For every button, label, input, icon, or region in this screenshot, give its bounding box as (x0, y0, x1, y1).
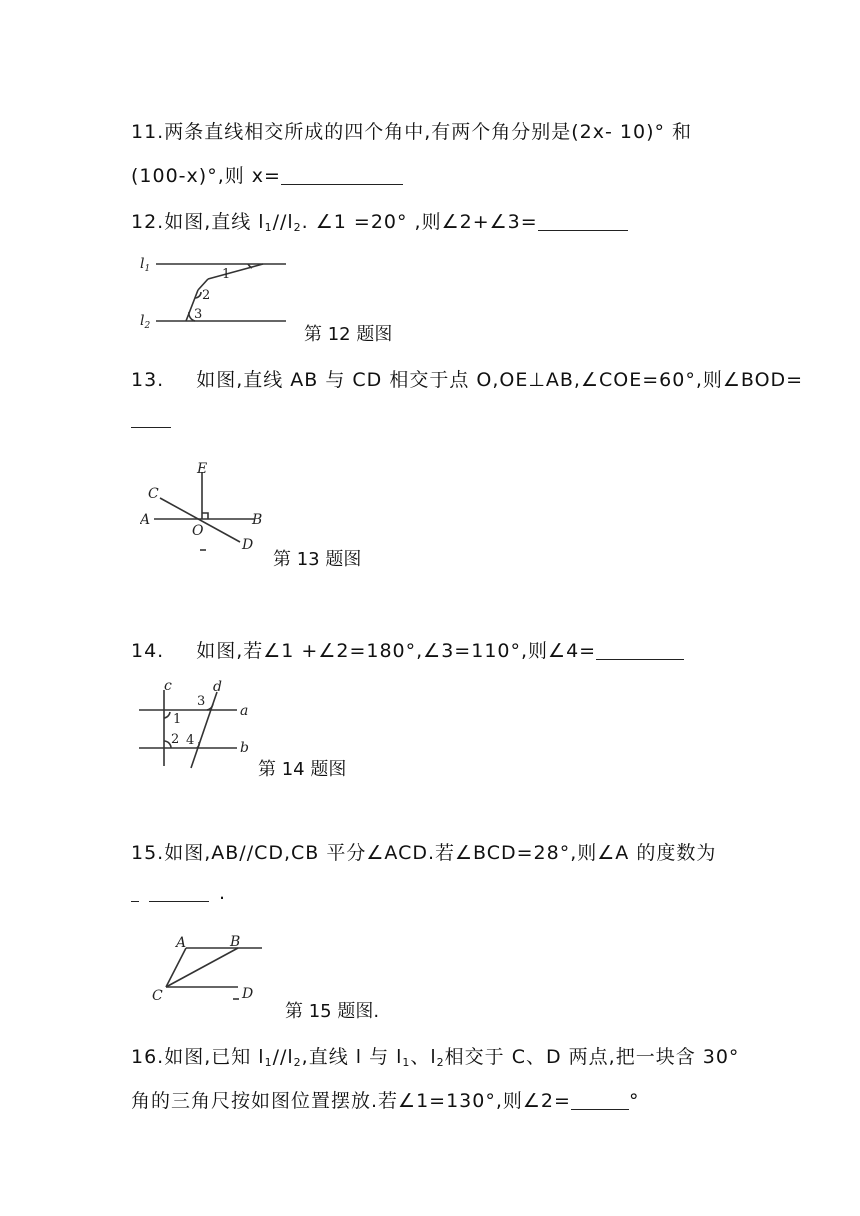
q14-label-c: c (164, 678, 172, 694)
q12-caption: 第 12 题图 (304, 324, 393, 345)
q16-question (131, 1042, 739, 1069)
q12-angle2-label: 2 (202, 288, 211, 303)
q13-figure (140, 458, 270, 558)
q12-angle1-label: 1 (222, 267, 231, 282)
q14-label-a: a (240, 703, 249, 719)
q16-prefix: 16.如图,已知 l (131, 1046, 265, 1068)
q14-arc-1 (164, 712, 170, 718)
q16-line2 (131, 1086, 639, 1113)
q13-right-angle-mark (202, 513, 208, 519)
q14-arc-3 (207, 704, 213, 710)
q13-label-b: B (252, 512, 263, 528)
q15-blank-a (131, 883, 139, 902)
q12-question (131, 207, 628, 234)
q15-caption: 第 15 题图. (285, 1001, 380, 1022)
q12-sub2: 2 (293, 221, 302, 234)
q14-figure (135, 678, 253, 770)
q15-question: 15.如图,AB//CD,CB 平分∠ACD.若∠BCD=28°,则∠A 的度数为 (131, 842, 717, 864)
q15-period: . (219, 882, 227, 904)
q14-caption: 第 14 题图 (258, 759, 347, 780)
q16-line2-text: 角的三角尺按如图位置摆放.若∠1=130°,则∠2= (131, 1090, 571, 1112)
q14-label-3: 3 (197, 694, 206, 709)
q16-rest: 相交于 C、D 两点,把一块含 30° (444, 1046, 740, 1068)
q11-answer-blank (281, 166, 403, 185)
q11-line1: 11.两条直线相交所成的四个角中,有两个角分别是(2x- 10)° 和 (131, 121, 693, 143)
q12-label-l1: $l_1$ (140, 256, 151, 274)
q13-label-o: O (192, 523, 204, 539)
q14-arc-2 (164, 741, 171, 748)
q15-figure (148, 932, 268, 1004)
q12-rest: . ∠1 =20° ,则∠2+∠3= (301, 211, 538, 233)
q16-degree: ° (628, 1090, 640, 1112)
q13-number: 13. (131, 369, 165, 391)
q16-sub1: 1 (264, 1056, 273, 1069)
q16-mid2: ,直线 l 与 l (301, 1046, 403, 1068)
q14-number: 14. (131, 640, 165, 662)
q13-label-e: E (197, 461, 208, 477)
q12-seg-1 (208, 264, 263, 279)
q14-label-d: d (213, 679, 222, 695)
q13-answer-blank (131, 409, 171, 428)
q12-label-l2: $l_2$ (140, 313, 151, 331)
q14-question (131, 636, 684, 663)
q12-answer-blank (538, 212, 628, 231)
q13-text: 如图,直线 AB 与 CD 相交于点 O,OE⊥AB,∠COE=60°,则∠BOD= (196, 369, 804, 391)
q14-text: 如图,若∠1 +∠2=180°,∠3=110°,则∠4= (196, 640, 597, 662)
q11-line2 (131, 161, 403, 188)
q12-prefix: 12.如图,直线 l (131, 211, 265, 233)
q14-label-1: 1 (173, 712, 182, 727)
q15-line2 (131, 882, 226, 904)
q14-label-b: b (240, 740, 249, 756)
q11-line2-text: (100-x)°,则 x= (131, 165, 281, 187)
q16-sub2: 2 (293, 1056, 302, 1069)
q16-sub3: 1 (402, 1056, 411, 1069)
q16-mid1: //l (272, 1046, 294, 1068)
q15-label-b: B (230, 934, 241, 950)
q15-answer-blank (149, 883, 209, 902)
q15-label-d: D (242, 986, 254, 1002)
q13-label-d: D (242, 537, 254, 553)
q14-answer-blank (596, 641, 684, 660)
q12-sub1: 1 (264, 221, 273, 234)
q16-sub4: 2 (436, 1056, 445, 1069)
q12-mid: //l (272, 211, 294, 233)
q13-caption: 第 13 题图 (273, 549, 362, 570)
q15-label-c: C (152, 988, 163, 1004)
q12-figure (138, 252, 290, 332)
q13-question (131, 365, 803, 392)
q13-label-c: C (148, 486, 159, 502)
q15-label-a: A (176, 935, 187, 951)
q16-mid3: 、l (410, 1046, 437, 1068)
q13-label-a: A (140, 512, 151, 528)
q12-angle3-label: 3 (194, 307, 203, 322)
q14-label-4: 4 (186, 733, 195, 748)
q16-answer-blank (571, 1091, 629, 1110)
q14-label-2: 2 (171, 732, 180, 747)
q13-line2 (131, 408, 171, 430)
